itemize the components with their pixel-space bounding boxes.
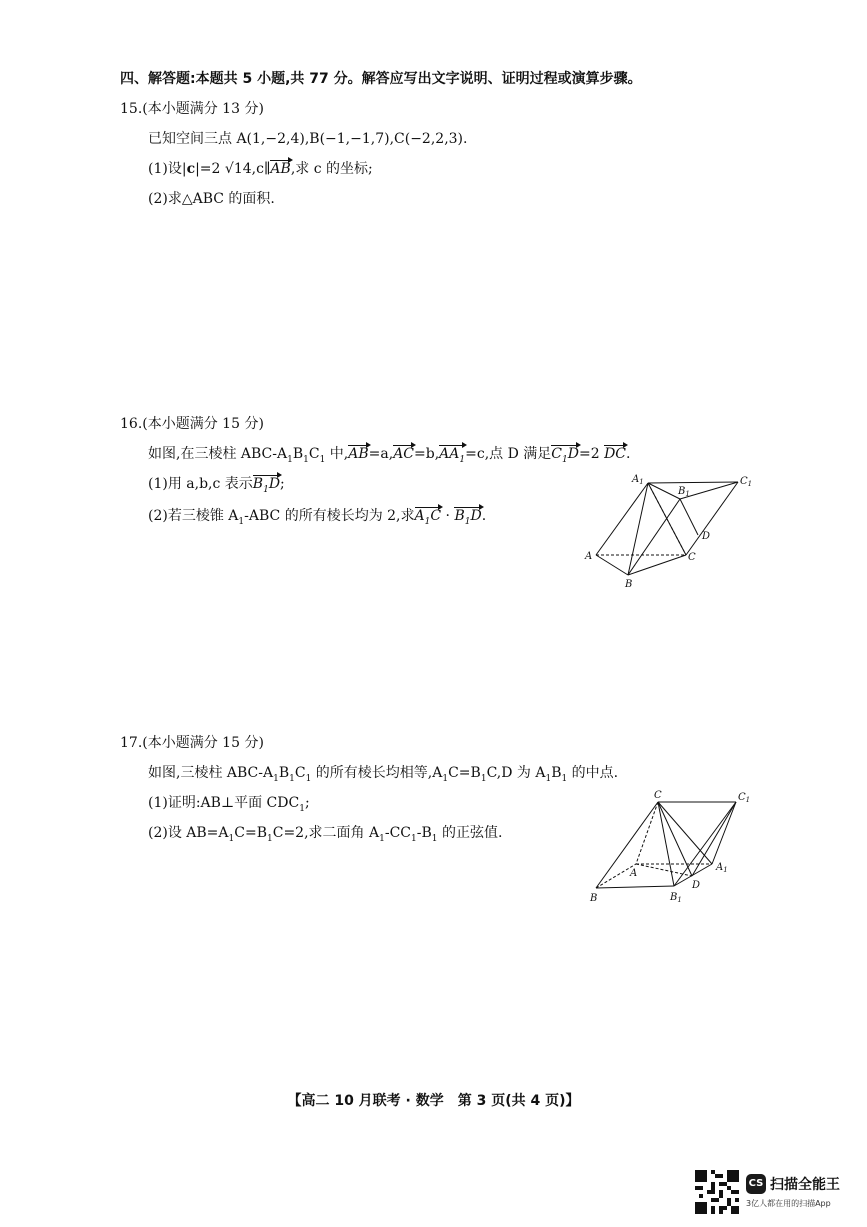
q17-prism-figure xyxy=(582,784,760,910)
q17-part2: (2)设 $AB=A_1C=B_1C=2$,求二面角 $A_1-CC_1-B_1$ 的正弦值. xyxy=(148,825,503,844)
q15-part1: (1)设|c|=2 √14,c∥AB,求 c 的坐标; xyxy=(148,161,373,177)
scanner-tagline: 3亿人都在用的扫描App xyxy=(746,1199,831,1208)
label-a: A xyxy=(585,551,593,562)
label-b: B xyxy=(590,893,598,904)
label-b1: $B_1$ xyxy=(678,486,690,498)
label-b: B xyxy=(625,579,633,590)
q17-part1: (1)证明:AB⊥平面 $CDC_1$; xyxy=(148,795,310,814)
label-c: C xyxy=(688,552,696,563)
q16-part1: (1)用 a,b,c 表示$B_1D$; xyxy=(148,474,285,500)
edge-a1-b1 xyxy=(648,483,680,499)
q16-title: 16.(本小题满分 15 分) xyxy=(120,416,264,432)
edge-c1-d xyxy=(692,802,736,876)
label-d: D xyxy=(692,880,701,891)
scanner-brand-name: 扫描全能王 xyxy=(770,1177,840,1193)
q15-stem: 已知空间三点 A(1,−2,4),B(−1,−1,7),C(−2,2,3). xyxy=(148,131,468,147)
edge-c-c1 xyxy=(686,482,738,555)
q15-title: 15.(本小题满分 13 分) xyxy=(120,101,264,117)
edge-b1-d xyxy=(680,499,698,535)
label-a1: $A_1$ xyxy=(716,862,728,874)
q16-stem: 如图,在三棱柱 ABC-$A_1B_1C_1$ 中$,AB=a,AC=b,AA_1=c$,点 D 满足$C_1D=2$ DC. xyxy=(148,444,630,470)
scanner-logo-icon: CS xyxy=(746,1174,766,1194)
q16-prism-figure xyxy=(580,468,760,592)
edge-c-a1 xyxy=(658,802,712,864)
q17-title: 17.(本小题满分 15 分) xyxy=(120,735,264,751)
edge-a1-c1 xyxy=(712,802,736,864)
label-c1: $C_1$ xyxy=(740,476,753,488)
edge-b-c xyxy=(596,802,658,888)
qr-code-icon xyxy=(695,1170,739,1214)
edge-b-b1 xyxy=(596,886,674,888)
edge-a-d-hidden xyxy=(636,864,692,876)
q16-part2: (2)若三棱锥 $A_1$-ABC 的所有棱长均为 2,求$A_1C \cdot B_1D$. xyxy=(148,506,486,532)
label-a: A xyxy=(630,868,638,879)
edge-b-c xyxy=(628,555,686,575)
edge-a1-c1 xyxy=(648,482,738,483)
label-a1: $A_1$ xyxy=(632,474,644,486)
label-b1: $B_1$ xyxy=(670,892,682,904)
edge-a-c-hidden xyxy=(636,802,658,864)
section-header: 四、解答题:本题共 5 小题,共 77 分。解答应写出文字说明、证明过程或演算步骤。 xyxy=(120,71,642,87)
q17-stem: 如图,三棱柱 ABC-$A_1B_1C_1$ 的所有棱长均相等$,A_1C=B_1C,D$ 为 $A_1B_1$ 的中点. xyxy=(148,765,619,784)
edge-c-d xyxy=(658,802,692,876)
edge-a-b xyxy=(596,555,628,575)
label-c1: $C_1$ xyxy=(738,792,751,804)
q15-part2: (2)求△ABC 的面积. xyxy=(148,191,275,207)
page-footer: 【高二 10 月联考 · 数学 第 3 页(共 4 页)】 xyxy=(287,1093,580,1109)
label-d: D xyxy=(702,531,711,542)
edge-c-b1 xyxy=(658,802,674,886)
label-c: C xyxy=(654,790,662,801)
